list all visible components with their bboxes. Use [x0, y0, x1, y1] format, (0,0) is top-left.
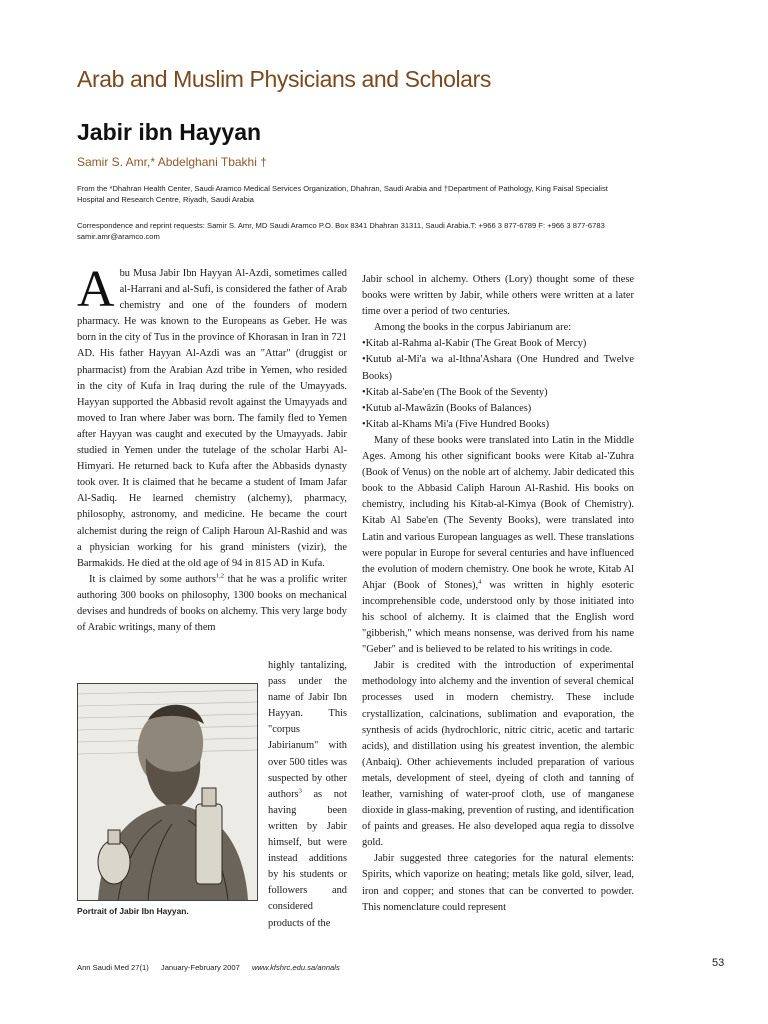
author-list: Samir S. Amr,* Abdelghani Tbakhi †: [77, 155, 267, 169]
citation-ref: 1,2: [215, 572, 225, 580]
elements-paragraph: Jabir suggested three categories for the natural elements: Spirits, which vaporize on heating; metals like gold, silver, lead, iron and copper; and stones that can be converted to powder. This nomenclature could represent: [362, 853, 634, 913]
figure-caption: Portrait of Jabir Ibn Hayyan.: [77, 906, 189, 916]
translations-text: Many of these books were translated into Latin in the Middle Ages. Among his other significant books were Kitab al-'Zuhra (Book of Venus) on the noble art of alchemy. Jabir dedicated this book to the Abbasid Caliph Haroun Al-Rashid. His books on chemistry, including his Kitab-al-Kimya (Book of Chemistry). Kitab Al Sabe'en (The Seventy Books), were translated into Latin and various European languages as well. These translations were popular in Europe for several centuries and have influenced the evolution of modern chemistry. One book he wrote, Kitab Al Ahjar (Book of Stones),: [362, 434, 634, 591]
page-footer: [77, 963, 350, 972]
list-item: •Kitab al-Khams Mi'a (Five Hundred Books): [362, 418, 550, 430]
affiliation-note: From the *Dhahran Health Center, Saudi Aramco Medical Services Organization, Dhahran, Saudi Arabia and †Department of Pathology, King Faisal Specialist Hospital and Research Centre, Riyadh, Saudi Arabia: [77, 184, 608, 204]
corpus-wrap-text-cont: as not having been written by Jabir himself, but were instead additions by his students or followers and considered products of the: [268, 788, 347, 929]
citation-ref: 3: [298, 787, 302, 795]
translations-paragraph: [362, 433, 634, 658]
books-intro: Among the books in the corpus Jabirianum are:: [374, 322, 572, 334]
methodology-paragraph: Jabir is credited with the introduction of experimental methodology into alchemy and the invention of several chemical processes used in modern chemistry. These include crystallization, calcinations, sublimation and evaporation, the synthesis of acids (hydrochloric, nitric citric, acetic and tartaric acids), and distillation using his greatest invention, the alembic (Anbaiq). Other achievements included preparation of various metals, development of steel, dyeing of cloth and tanning of leather, varnishing of water-proof cloth, use of manganese dioxide in glass-making, prevention of rusting, and identification of paints and greases. He also developed aqua regia to dissolve gold.: [362, 660, 634, 849]
translations-text-cont: was written in highly esoteric incomprehensible code, understood only by those initiated into his school of alchemy. It is claimed that the English word "gibberish," which means nonsense, was derived from his name "Geber" and is believed to be related to his writings in code.: [362, 579, 634, 656]
left-column: [77, 261, 347, 658]
corpus-paragraph: [77, 572, 347, 636]
page-number: 53: [712, 957, 725, 969]
continued-paragraph: Jabir school in alchemy. Others (Lory) thought some of these books were written by Jabir, while others were written at a later time over a period of two centuries.: [362, 274, 634, 318]
right-column: [362, 272, 634, 922]
corpus-text-cont: that he was a prolific writer authoring 300 books on philosophy, 1300 books on mechanical devises and hundreds of books on alchemy. This very large body of Arabic writings, many of them: [77, 573, 347, 634]
portrait-engraving: [78, 684, 257, 900]
journal-citation: Ann Saudi Med 27(1): [77, 963, 149, 972]
list-item: •Kutub al-Mi'a wa al-Ithna'Ashara (One Hundred and Twelve Books): [362, 354, 634, 382]
series-title: Arab and Muslim Physicians and Scholars: [77, 66, 491, 92]
drop-cap: A: [77, 261, 115, 318]
book-list: [362, 336, 634, 433]
list-item: •Kutub al-Mawâzîn (Books of Balances): [362, 402, 532, 414]
journal-url[interactable]: www.kfshrc.edu.sa/annals: [251, 963, 340, 972]
citation-ref: 4: [478, 578, 482, 586]
article-title: Jabir ibn Hayyan: [77, 119, 262, 145]
intro-text: bu Musa Jabir Ibn Hayyan Al-Azdi, sometimes called al-Harrani and al-Sufi, is considered the father of Arab chemistry and one of the founders of modern pharmacy. He was known to the Europeans as Geber. He was born in the city of Tus in the province of Khorasan in Iran in 721 AD. His father Hayyan Al-Azdi was an "Attar" (druggist or pharmacist) from the Arabian Azd tribe in Yemen, who resided in the city of Kufa in Iraq during the rule of the Umayyads. Hayyan supported the Abbasid revolt against the Umayyads and moved to Iran where Jaber was born. The family fled to Yemen after Hayyan was caught and executed by the Umayyads. Jabir studied in Yemen under the tutelage of the scholar Harbi Al-Himyari. He returned back to Kufa after the Abbasids dynasty took over. It is claimed that he became a student of Imam Jafar Al-Sadiq. He learned chemistry (alchemy), pharmacy, philosophy, astronomy, and medicine. He became the court alchemist during the reign of Caliph Haroun Al-Rashid and was a physician working for his grand ministers (vizir), the Barmakids. He died at the old age of 94 in 815 AD in Kufa.: [77, 268, 347, 569]
portrait-image: [77, 683, 258, 901]
left-column-wrap: [268, 658, 347, 929]
corpus-wrap-text: highly tantalizing, pass under the name of Jabir Ibn Hayyan. This "corpus Jabirianum" with over 500 titles was suspected by other authors: [268, 660, 347, 800]
list-item: •Kitab al-Rahma al-Kabir (The Great Book of Mercy): [362, 338, 587, 350]
correspondence-note: Correspondence and reprint requests: Samir S. Amr, MD Saudi Aramco P.O. Box 8341 Dhahran 31311, Saudi Arabia.T: +966 3 877-6789 F: +966 3 877-6783 samir.amr@aramco.com: [77, 221, 605, 241]
list-item: •Kitab al-Sabe'en (The Book of the Seventy): [362, 386, 548, 398]
issue-date: January-February 2007: [160, 963, 240, 972]
corpus-text-start: It is claimed by some authors: [89, 573, 216, 585]
intro-paragraph: [77, 261, 347, 572]
